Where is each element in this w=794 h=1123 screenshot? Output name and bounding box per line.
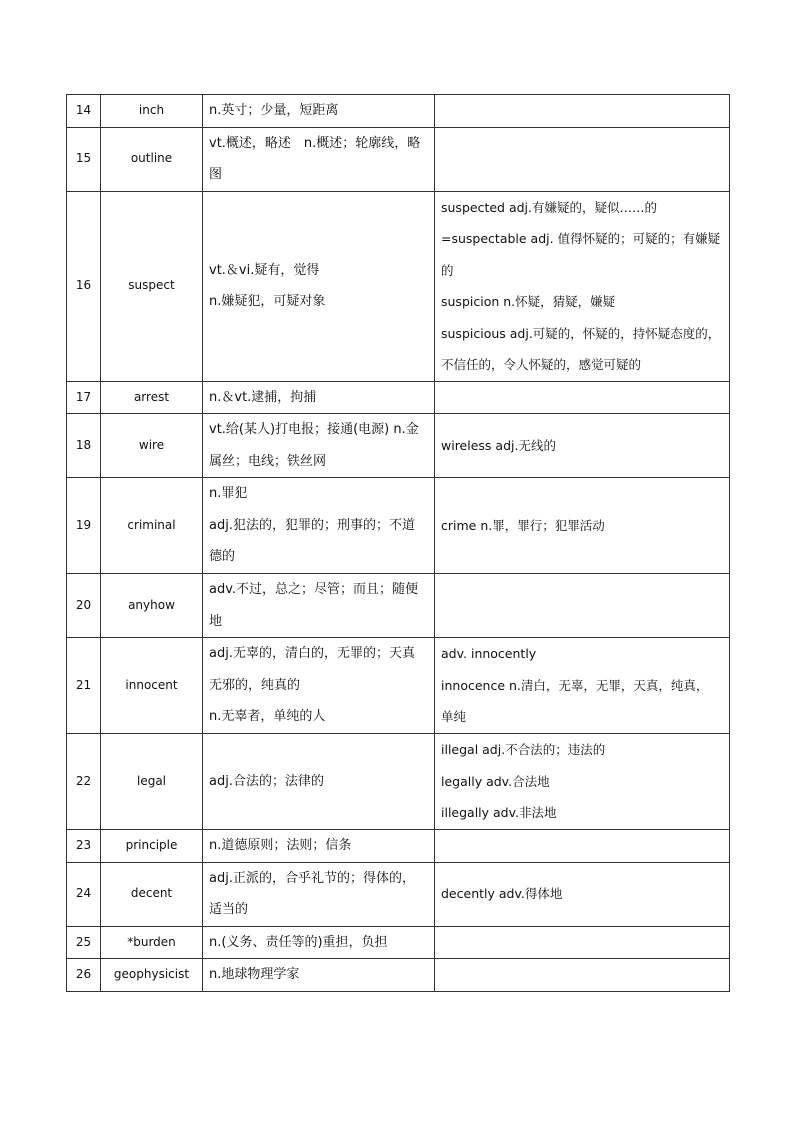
definition-line: adj.无辜的，清白的，无罪的；天真 xyxy=(209,646,415,662)
vocab-word: inch xyxy=(101,95,203,128)
definition-cell xyxy=(203,638,435,734)
derivative-line: decently adv.得体地 xyxy=(441,886,563,902)
row-number: 25 xyxy=(67,926,101,959)
vocab-word: arrest xyxy=(101,381,203,414)
derivatives-cell xyxy=(435,95,730,128)
table-row xyxy=(67,127,730,191)
derivatives-cell xyxy=(435,191,730,381)
derivatives-cell xyxy=(435,478,730,574)
vocabulary-table-body xyxy=(67,95,730,992)
table-row xyxy=(67,734,730,830)
table-row xyxy=(67,959,730,992)
definition-line: 适当的 xyxy=(209,902,249,917)
derivatives-cell xyxy=(435,830,730,863)
derivative-line: crime n.罪，罪行；犯罪活动 xyxy=(441,517,605,533)
vocab-word: anyhow xyxy=(101,574,203,638)
definition-cell xyxy=(203,414,435,478)
vocab-word: outline xyxy=(101,127,203,191)
row-number: 15 xyxy=(67,127,101,191)
definition-line: adj.犯法的，犯罪的；刑事的；不道 xyxy=(209,517,415,533)
definition-line: vt.给(某人)打电报；接通(电源) n.金 xyxy=(209,422,419,437)
row-number: 21 xyxy=(67,638,101,734)
definition-line: 无邪的，纯真的 xyxy=(209,677,301,693)
definition-line: n.嫌疑犯，可疑对象 xyxy=(209,294,326,309)
derivatives-cell xyxy=(435,381,730,414)
definition-cell xyxy=(203,381,435,414)
derivatives-cell xyxy=(435,959,730,992)
definition-line: n.英寸；少量，短距离 xyxy=(209,103,339,118)
definition-line: n.罪犯 xyxy=(209,486,248,502)
table-row xyxy=(67,926,730,959)
vocab-word: criminal xyxy=(101,478,203,574)
derivative-line: adv. innocently xyxy=(441,646,537,662)
table-row xyxy=(67,414,730,478)
definition-line: n.＆vt.逮捕，拘捕 xyxy=(209,389,317,405)
row-number: 19 xyxy=(67,478,101,574)
definition-line: adj.正派的，合乎礼节的；得体的， xyxy=(209,870,415,886)
derivative-line: =suspectable adj. 值得怀疑的；可疑的；有嫌疑 xyxy=(441,231,721,246)
table-row xyxy=(67,478,730,574)
definition-cell xyxy=(203,734,435,830)
definition-cell xyxy=(203,926,435,959)
derivative-line: 的 xyxy=(441,262,454,278)
derivative-line: wireless adj.无线的 xyxy=(441,437,556,453)
definition-line: n.地球物理学家 xyxy=(209,967,300,982)
definition-line: 图 xyxy=(209,167,223,182)
derivatives-cell xyxy=(435,926,730,959)
table-row xyxy=(67,862,730,926)
derivative-line: illegal adj.不合法的；违法的 xyxy=(441,742,606,758)
definition-line: 属丝；电线；铁丝网 xyxy=(209,453,327,469)
definition-cell xyxy=(203,95,435,128)
definition-cell xyxy=(203,862,435,926)
row-number: 14 xyxy=(67,95,101,128)
row-number: 16 xyxy=(67,191,101,381)
derivatives-cell xyxy=(435,734,730,830)
derivative-line: 单纯 xyxy=(441,709,467,725)
vocab-word: wire xyxy=(101,414,203,478)
derivatives-cell xyxy=(435,574,730,638)
definition-line: 德的 xyxy=(209,549,236,565)
vocab-word: *burden xyxy=(101,926,203,959)
derivative-line: innocence n.清白，无辜，无罪，天真，纯真， xyxy=(441,677,709,693)
derivative-line: suspicion n.怀疑，猜疑，嫌疑 xyxy=(441,294,616,309)
vocab-word: suspect xyxy=(101,191,203,381)
derivative-line: illegally adv.非法地 xyxy=(441,805,557,821)
vocab-word: principle xyxy=(101,830,203,863)
vocab-word: geophysicist xyxy=(101,959,203,992)
table-row xyxy=(67,574,730,638)
derivatives-cell xyxy=(435,414,730,478)
row-number: 18 xyxy=(67,414,101,478)
table-row xyxy=(67,638,730,734)
vocab-word: legal xyxy=(101,734,203,830)
table-row xyxy=(67,95,730,128)
definition-cell xyxy=(203,127,435,191)
derivative-line: legally adv.合法地 xyxy=(441,773,550,789)
definition-line: vt.概述，略述 n.概述；轮廓线，略 xyxy=(209,135,421,151)
derivatives-cell xyxy=(435,638,730,734)
derivatives-cell xyxy=(435,127,730,191)
definition-cell xyxy=(203,191,435,381)
derivative-line: 不信任的，令人怀疑的，感觉可疑的 xyxy=(441,357,642,372)
definition-cell xyxy=(203,959,435,992)
definition-line: n.(义务、责任等的)重担，负担 xyxy=(209,934,388,950)
definition-line: 地 xyxy=(209,613,223,629)
definition-line: adj.合法的；法律的 xyxy=(209,773,324,789)
row-number: 26 xyxy=(67,959,101,992)
row-number: 24 xyxy=(67,862,101,926)
row-number: 20 xyxy=(67,574,101,638)
definition-line: n.道德原则；法则；信条 xyxy=(209,838,352,853)
derivatives-cell xyxy=(435,862,730,926)
definition-cell xyxy=(203,478,435,574)
definition-cell xyxy=(203,574,435,638)
definition-line: adv.不过，总之；尽管；而且；随便 xyxy=(209,582,419,597)
derivative-line: suspicious adj.可疑的，怀疑的，持怀疑态度的， xyxy=(441,325,721,341)
table-row xyxy=(67,191,730,381)
row-number: 22 xyxy=(67,734,101,830)
row-number: 23 xyxy=(67,830,101,863)
vocab-word: innocent xyxy=(101,638,203,734)
table-row xyxy=(67,830,730,863)
derivative-line: suspected adj.有嫌疑的，疑似……的 xyxy=(441,199,657,215)
vocabulary-table xyxy=(66,94,730,992)
definition-cell xyxy=(203,830,435,863)
row-number: 17 xyxy=(67,381,101,414)
definition-line: vt.＆vi.疑有，觉得 xyxy=(209,262,320,278)
vocab-word: decent xyxy=(101,862,203,926)
definition-line: n.无辜者，单纯的人 xyxy=(209,709,326,725)
table-row xyxy=(67,381,730,414)
